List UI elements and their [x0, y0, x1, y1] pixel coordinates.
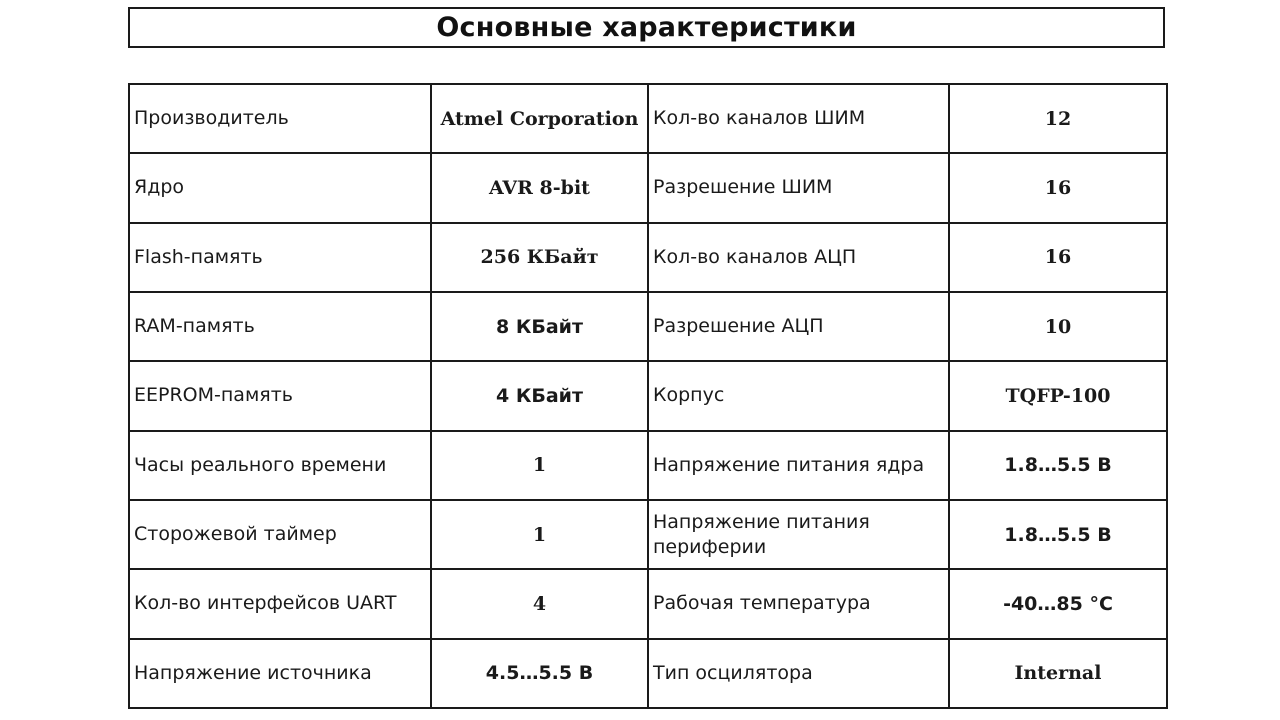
specifications-table	[128, 83, 1168, 709]
table-row	[129, 361, 1167, 430]
spec-value-peripheral-voltage: 1.8…5.5 В	[949, 500, 1167, 569]
spec-label-peripheral-voltage: Напряжение питания периферии	[648, 500, 949, 569]
spec-value-real-time-clock: 1	[431, 431, 648, 500]
table-row	[129, 84, 1167, 153]
spec-value-eeprom-memory: 4 КБайт	[431, 361, 648, 430]
spec-label-operating-temperature: Рабочая температура	[648, 569, 949, 638]
spec-label-core-voltage: Напряжение питания ядра	[648, 431, 949, 500]
spec-value-pwm-resolution: 16	[949, 153, 1167, 222]
table-row	[129, 639, 1167, 708]
title-box	[128, 7, 1165, 48]
spec-value-adc-channels: 16	[949, 223, 1167, 292]
spec-value-uart-interfaces: 4	[431, 569, 648, 638]
table-row	[129, 431, 1167, 500]
spec-value-pwm-channels: 12	[949, 84, 1167, 153]
spec-label-oscillator-type: Тип осцилятора	[648, 639, 949, 708]
spec-label-adc-channels: Кол-во каналов АЦП	[648, 223, 949, 292]
spec-value-supply-voltage: 4.5…5.5 В	[431, 639, 648, 708]
table-row	[129, 292, 1167, 361]
spec-label-eeprom-memory: EEPROM-память	[129, 361, 431, 430]
spec-value-adc-resolution: 10	[949, 292, 1167, 361]
page-title: Основные характеристики	[436, 12, 857, 43]
spec-label-watchdog-timer: Сторожевой таймер	[129, 500, 431, 569]
table-row	[129, 153, 1167, 222]
spec-value-oscillator-type: Internal	[949, 639, 1167, 708]
spec-label-pwm-channels: Кол-во каналов ШИМ	[648, 84, 949, 153]
spec-label-uart-interfaces: Кол-во интерфейсов UART	[129, 569, 431, 638]
table-row	[129, 500, 1167, 569]
spec-value-core: AVR 8-bit	[431, 153, 648, 222]
spec-label-real-time-clock: Часы реального времени	[129, 431, 431, 500]
spec-value-package: TQFP-100	[949, 361, 1167, 430]
spec-value-core-voltage: 1.8…5.5 В	[949, 431, 1167, 500]
spec-label-flash-memory: Flash-память	[129, 223, 431, 292]
table-row	[129, 223, 1167, 292]
spec-label-pwm-resolution: Разрешение ШИМ	[648, 153, 949, 222]
spec-label-supply-voltage: Напряжение источника	[129, 639, 431, 708]
spec-label-manufacturer: Производитель	[129, 84, 431, 153]
table-row	[129, 569, 1167, 638]
spec-value-watchdog-timer: 1	[431, 500, 648, 569]
spec-value-ram-memory: 8 КБайт	[431, 292, 648, 361]
spec-value-flash-memory: 256 КБайт	[431, 223, 648, 292]
spec-label-core: Ядро	[129, 153, 431, 222]
spec-label-ram-memory: RAM-память	[129, 292, 431, 361]
spec-label-adc-resolution: Разрешение АЦП	[648, 292, 949, 361]
spec-label-package: Корпус	[648, 361, 949, 430]
spec-value-operating-temperature: -40…85 °С	[949, 569, 1167, 638]
spec-value-manufacturer: Atmel Corporation	[431, 84, 648, 153]
